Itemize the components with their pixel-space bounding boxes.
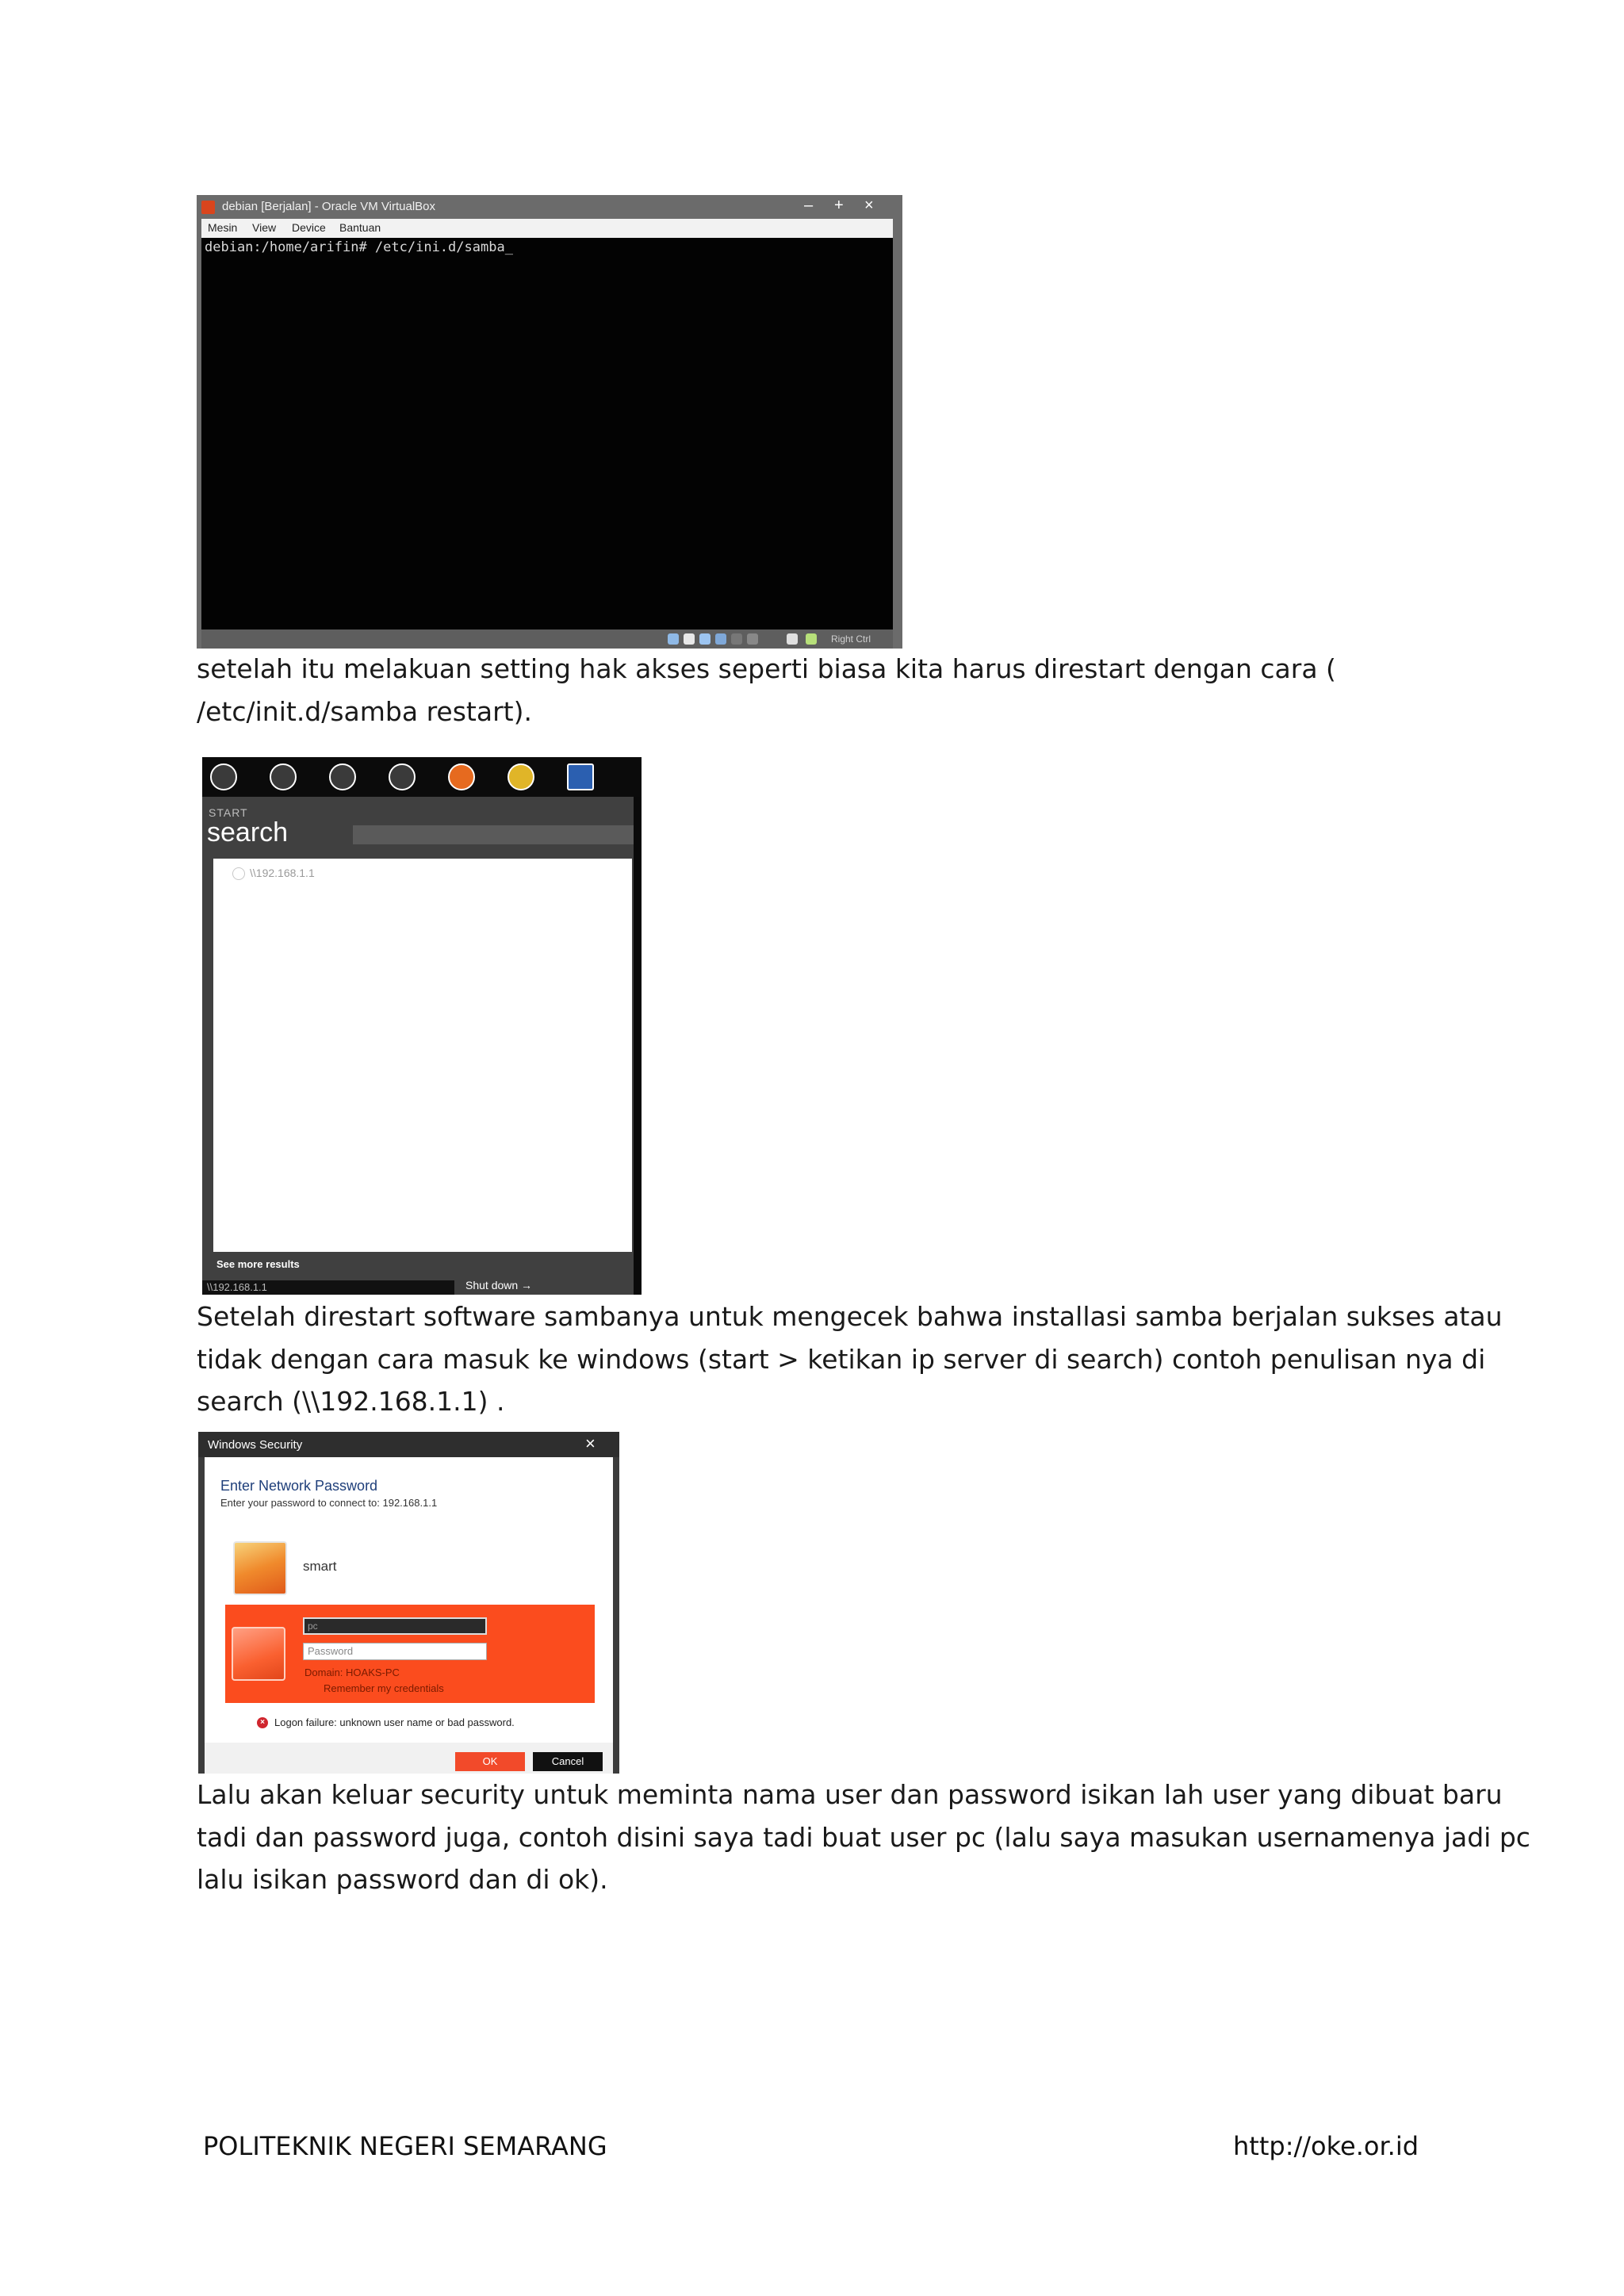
start-search-screenshot (202, 757, 642, 1295)
search-input-value: \\192.168.1.1 (207, 1281, 267, 1293)
shared-folder-icon[interactable] (731, 633, 742, 645)
vbox-statusbar (201, 629, 893, 649)
windows-start-icon[interactable] (210, 763, 237, 790)
chrome-icon[interactable] (508, 763, 534, 790)
start-search-input[interactable] (202, 1280, 454, 1295)
keyboard-icon[interactable] (806, 633, 817, 645)
user-avatar-icon[interactable] (233, 1541, 287, 1595)
vbox-titlebar (197, 195, 902, 219)
media-player-icon[interactable] (329, 763, 356, 790)
capture-icon[interactable] (787, 633, 798, 645)
dialog-titlebar (198, 1432, 619, 1457)
menu-device[interactable]: Device (292, 221, 326, 234)
usb-icon[interactable] (699, 633, 710, 645)
domain-label: Domain: HOAKS-PC (304, 1667, 400, 1678)
search-heading: search (207, 817, 289, 848)
paragraph-line: lalu isikan password dan di ok). (197, 1864, 608, 1895)
paragraph-line: Setelah direstart software sambanya untuk mengecek bahwa installasi samba berjalan sukses atau (197, 1301, 1503, 1332)
network-location-icon (232, 867, 245, 880)
credential-panel (225, 1605, 595, 1703)
dialog-body (205, 1457, 613, 1774)
paragraph-line: setelah itu melakuan setting hak akses seperti biasa kita harus direstart dengan cara ( (197, 653, 1336, 684)
error-icon: × (257, 1717, 268, 1728)
firefox-icon[interactable] (448, 763, 475, 790)
hard-disk-icon[interactable] (668, 633, 679, 645)
host-key-label: Right Ctrl (831, 633, 871, 645)
paragraph-line: search (\\192.168.1.1) . (197, 1386, 505, 1417)
cancel-button[interactable]: Cancel (533, 1752, 603, 1771)
virtualbox-screenshot (197, 195, 902, 649)
taskbar (202, 757, 642, 797)
explorer-icon[interactable] (270, 763, 297, 790)
vbox-menubar (201, 219, 893, 238)
minimize-button[interactable]: – (804, 197, 814, 214)
paragraph-line: tadi dan password juga, contoh disini saya tadi buat user pc (lalu saya masukan usernamenya jadi pc (197, 1821, 1530, 1853)
optical-drive-icon[interactable] (684, 633, 695, 645)
dialog-heading: Enter Network Password (220, 1478, 378, 1494)
internet-explorer-icon[interactable] (389, 763, 416, 790)
dialog-close-button[interactable]: × (585, 1433, 596, 1453)
close-button[interactable]: × (864, 197, 874, 214)
maximize-button[interactable]: + (834, 197, 844, 214)
paragraph-security-login (197, 1774, 1530, 1901)
paragraph-restart (197, 648, 1434, 733)
display-icon[interactable] (747, 633, 758, 645)
start-label: START (209, 806, 248, 819)
word-icon[interactable] (567, 763, 594, 790)
shutdown-button[interactable]: Shut down → (465, 1279, 533, 1292)
dialog-subtitle: Enter your password to connect to: 192.168.1.1 (220, 1497, 438, 1509)
desktop-edge (634, 797, 642, 1295)
menu-mesin[interactable]: Mesin (208, 221, 238, 234)
see-more-results-link[interactable]: See more results (216, 1258, 300, 1270)
virtualbox-icon (201, 201, 215, 214)
ok-button[interactable]: OK (455, 1752, 525, 1771)
paragraph-line: Lalu akan keluar security untuk meminta nama user dan password isikan lah user yang dibuat baru (197, 1779, 1503, 1810)
dialog-button-bar (205, 1743, 613, 1774)
vbox-window-title: debian [Berjalan] - Oracle VM VirtualBox (222, 200, 436, 213)
search-results-panel (213, 859, 632, 1252)
paragraph-line: tidak dengan cara masuk ke windows (start > ketikan ip server di search) contoh penulisan nya di (197, 1343, 1486, 1375)
network-icon[interactable] (715, 633, 726, 645)
terminal-command: debian:/home/arifin# /etc/ini.d/samba_ (205, 239, 513, 255)
paragraph-check-samba (197, 1295, 1503, 1423)
vm-console[interactable] (201, 238, 893, 629)
remember-credentials-checkbox[interactable]: Remember my credentials (324, 1682, 444, 1694)
menu-bantuan[interactable]: Bantuan (339, 221, 381, 234)
search-filter-strip (353, 825, 638, 844)
paragraph-line: /etc/init.d/samba restart). (197, 695, 532, 727)
user-tile-name[interactable]: smart (303, 1559, 337, 1574)
footer-url[interactable]: http://oke.or.id (1233, 2131, 1419, 2161)
menu-view[interactable]: View (252, 221, 277, 234)
user-avatar-icon (232, 1627, 285, 1681)
logon-error-message: Logon failure: unknown user name or bad password. (274, 1716, 515, 1728)
password-input[interactable]: Password (303, 1643, 487, 1660)
username-input[interactable]: pc (303, 1617, 487, 1635)
footer-institution: POLITEKNIK NEGERI SEMARANG (203, 2131, 607, 2161)
windows-security-screenshot (198, 1432, 619, 1774)
search-result-item[interactable]: \\192.168.1.1 (250, 867, 315, 879)
dialog-title: Windows Security (208, 1438, 303, 1452)
